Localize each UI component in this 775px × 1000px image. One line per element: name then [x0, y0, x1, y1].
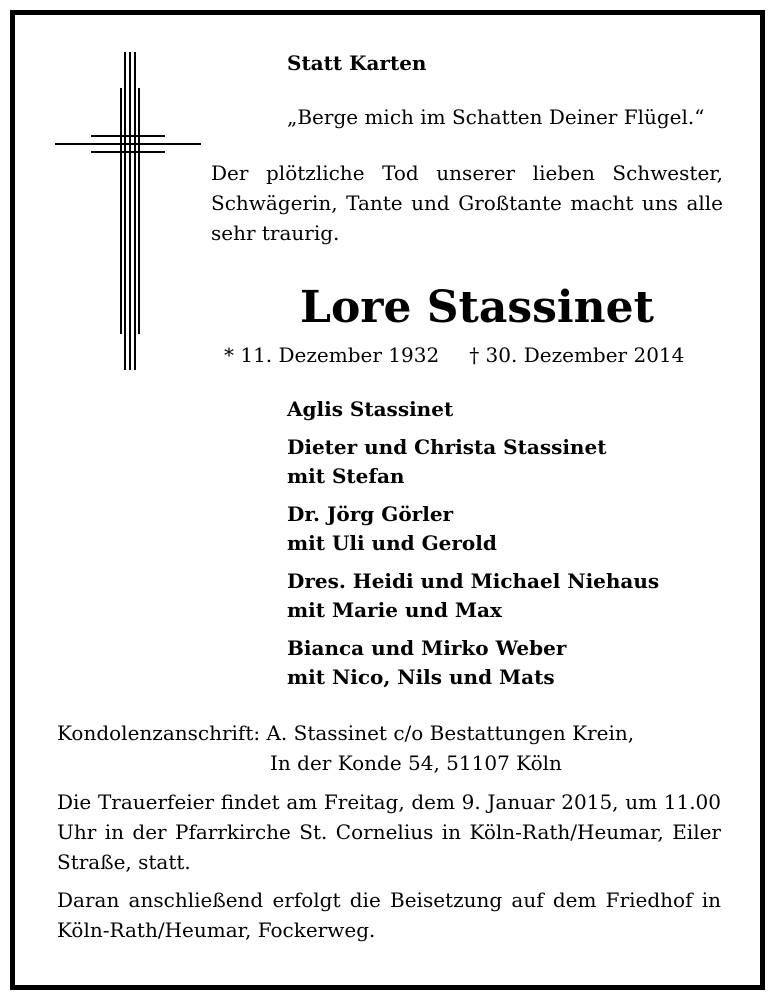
mourner-line: mit Uli und Gerold: [287, 531, 497, 555]
cross-icon: [55, 52, 201, 370]
mourner-line: Dr. Jörg Görler: [287, 502, 454, 526]
mourner-line: mit Marie und Max: [287, 598, 502, 622]
header-statt-karten: Statt Karten: [287, 51, 427, 75]
mourners-list: [287, 395, 659, 701]
deceased-name: Lore Stassinet: [300, 282, 654, 333]
burial-info: Daran anschließend erfolgt die Beisetzung auf dem Friedhof in Köln-Rath/Heumar, Fockerweg.: [57, 888, 721, 942]
mourner-line: mit Nico, Nils und Mats: [287, 665, 555, 689]
condolence-line-1: Kondolenzanschrift: A. Stassinet c/o Bestattungen Krein,: [57, 721, 635, 745]
mourner-line: mit Stefan: [287, 464, 405, 488]
mourner-group: [287, 395, 659, 424]
life-dates: [224, 340, 684, 370]
quote: „Berge mich im Schatten Deiner Flügel.“: [287, 105, 705, 129]
mourner-line: Aglis Stassinet: [287, 397, 454, 421]
birth-date: * 11. Dezember 1932: [224, 343, 440, 367]
death-date: † 30. Dezember 2014: [469, 343, 685, 367]
mourner-group: [287, 500, 659, 558]
mourner-line: Dieter und Christa Stassinet: [287, 435, 607, 459]
mourner-line: Bianca und Mirko Weber: [287, 636, 567, 660]
mourner-group: [287, 634, 659, 692]
funeral-info: Die Trauerfeier findet am Freitag, dem 9. Januar 2015, um 11.00 Uhr in der Pfarrkirche St. Cornelius in Köln-Rath/Heumar, Eiler Straße, statt.: [57, 790, 721, 874]
condolence-address: [57, 718, 634, 778]
condolence-line-2: In der Konde 54, 51107 Köln: [270, 751, 562, 775]
mourner-group: [287, 567, 659, 625]
mourner-group: [287, 433, 659, 491]
mourner-line: Dres. Heidi und Michael Niehaus: [287, 569, 660, 593]
intro-text: Der plötzliche Tod unserer lieben Schwester, Schwägerin, Tante und Großtante macht uns alle sehr traurig.: [211, 161, 723, 245]
